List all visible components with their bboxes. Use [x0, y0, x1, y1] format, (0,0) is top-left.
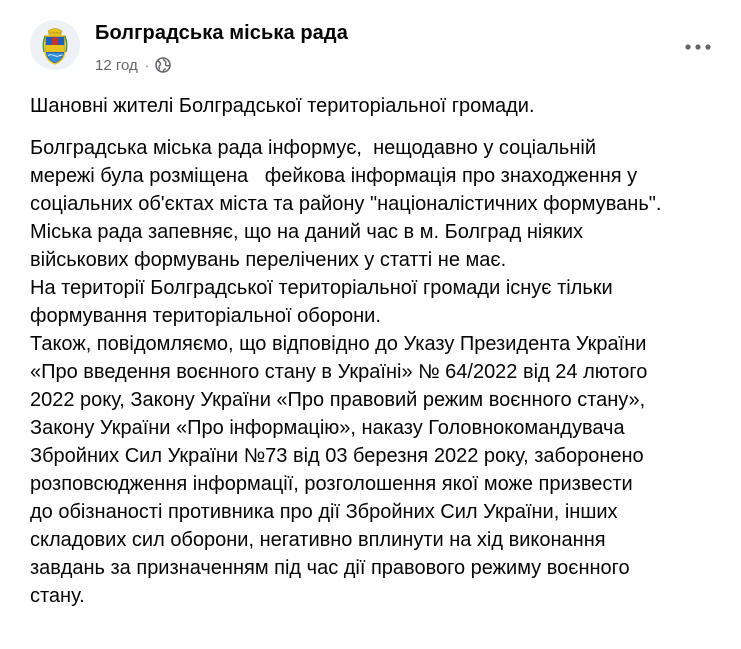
more-options-icon: [684, 43, 712, 51]
post-header: [0, 0, 741, 86]
post-text-line: «Про введення воєнного стану в Україні» № 64/2022 від 24 лютого: [30, 361, 648, 383]
post-timestamp[interactable]: 12 год: [95, 56, 138, 74]
more-options-button[interactable]: [678, 32, 718, 62]
post-text-line: розповсюдження інформації, розголошення якої може призвести: [30, 473, 633, 495]
post-text-line: стану.: [30, 585, 85, 607]
post-text-line: соціальних об'єктах міста та району "націоналістичних формувань".: [30, 193, 662, 215]
post-text-line: завдань за призначенням під час дії правового режиму воєнного: [30, 557, 630, 579]
page-name-link[interactable]: Болградська міська рада: [95, 22, 348, 44]
post-paragraph: [30, 134, 730, 610]
post-meta: [95, 55, 171, 75]
post-text-line: мережі була розміщена фейкова інформація про знаходження у: [30, 165, 638, 187]
post-text-line: Болградська міська рада інформує, нещодавно у соціальній: [30, 137, 596, 159]
post-text-line: 2022 року, Закону України «Про правовий режим воєнного стану»,: [30, 389, 646, 411]
post-text-line: Закону України «Про інформацію», наказу Головнокомандувача: [30, 417, 625, 439]
post-text-line: військових формувань перелічених у статті не має.: [30, 249, 507, 271]
globe-icon[interactable]: [155, 57, 171, 73]
post-greeting: Шановні жителі Болградської територіальної громади.: [30, 95, 535, 117]
coat-of-arms-icon: [30, 20, 80, 70]
post-text-line: На території Болградської територіальної громади існує тільки: [30, 277, 613, 299]
post-text-line: формування територіальної оборони.: [30, 305, 381, 327]
post-text-line: до обізнаності противника про дії Збройних Сил України, інших: [30, 501, 618, 523]
post-body: [30, 92, 730, 610]
post-text-line: складових сил оборони, негативно вплинути на хід виконання: [30, 529, 606, 551]
post-text-line: Також, повідомляємо, що відповідно до Указу Президента України: [30, 333, 647, 355]
post-text-line: Збройних Сил України №73 від 03 березня 2022 року, заборонено: [30, 445, 644, 467]
post-text-line: Міська рада запевняє, що на даний час в м. Болград ніяких: [30, 221, 584, 243]
page-avatar[interactable]: [30, 20, 80, 70]
meta-separator: ·: [144, 57, 150, 73]
